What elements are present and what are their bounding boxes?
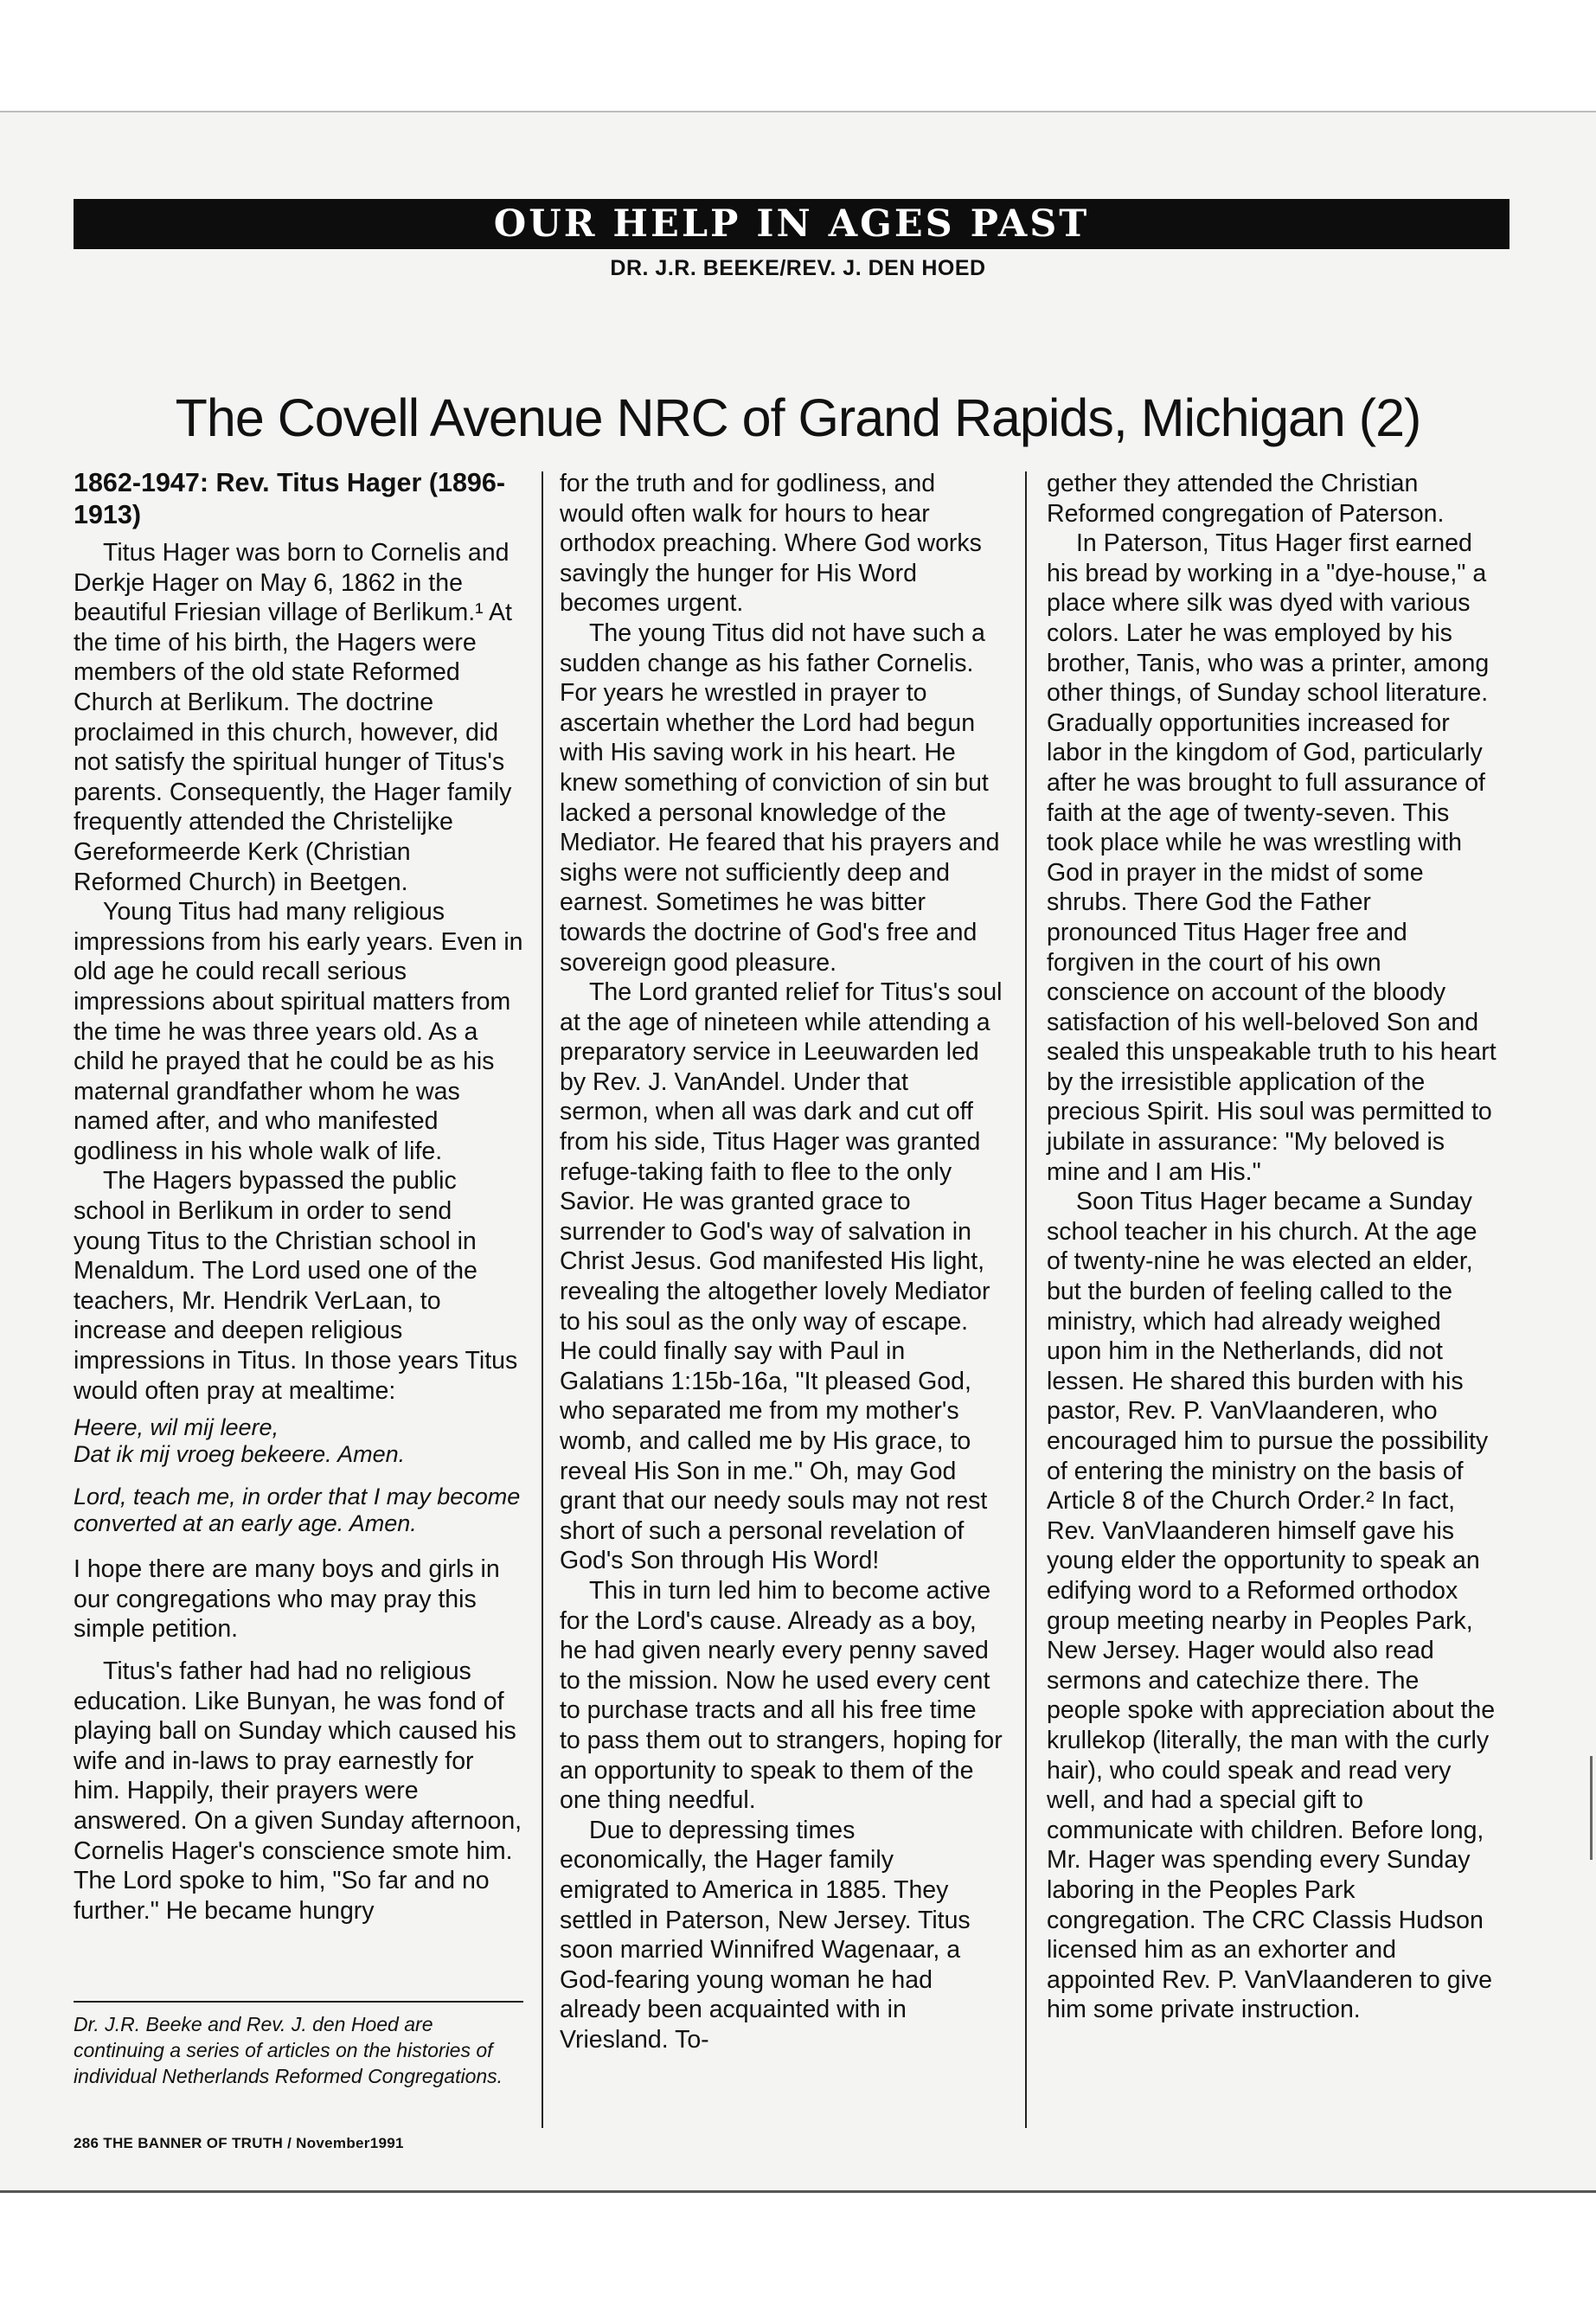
author-note: Dr. J.R. Beeke and Rev. J. den Hoed are continuing a series of articles on the histories of individual Netherlands Reformed Congregations. bbox=[74, 2013, 503, 2087]
scan-edge-mark bbox=[1590, 1756, 1593, 1860]
paragraph: The young Titus did not have such a sudden change as his father Cornelis. For years he wrestled in prayer to ascertain whether the Lord had begun with His saving work in his heart. He knew something of conviction of sin but lacked a personal knowledge of the Mediator. He feared that his prayers and sighs were not sufficiently deep and earnest. Sometimes he was bitter towards the doctrine of God's free and sovereign good pleasure. bbox=[560, 619, 1000, 977]
column-banner: OUR HELP IN AGES PAST bbox=[74, 199, 1509, 249]
paragraph: gether they attended the Christian Reformed congregation of Paterson. bbox=[1047, 470, 1445, 528]
poem-line: Lord, teach me, in order that I may become converted at an early age. Amen. bbox=[74, 1484, 521, 1537]
paragraph: Young Titus had many religious impressions from his early years. Even in old age he could recall serious impressions about spiritual matters from the time he was three years old. As a child he prayed that he could be as his maternal grandfather whom he was named after, and who manifested godliness in his whole walk of life. bbox=[74, 898, 523, 1165]
column-divider bbox=[1025, 471, 1027, 2128]
paragraph: Titus Hager was born to Cornelis and Derkje Hager on May 6, 1862 in the beautiful Friesian village of Berlikum.¹ At the time of his birth, the Hagers were members of the old state Reformed Church at Berlikum. The doctrine proclaimed in this church, however, did not satisfy the spiritual hunger of Titus's parents. Consequently, the Hager family frequently attended the Christelijke Gereformeerde Kerk (Christian Reformed Church) in Beetgen. bbox=[74, 539, 512, 896]
paragraph: This in turn led him to become active for the Lord's cause. Already as a boy, he had given nearly every penny saved to the mission. Now he used every cent to purchase tracts and all his free time to pass them out to strangers, hoping for an opportunity to speak to them of the one thing needful. bbox=[560, 1576, 1003, 1815]
column-divider bbox=[542, 471, 543, 2128]
paragraph: I hope there are many boys and girls in our congregations who may pray this simple petition. bbox=[74, 1555, 500, 1644]
paragraph: Due to depressing times economically, the Hager family emigrated to America in 1885. They settled in Paterson, New Jersey. Titus soon married Winnifred Wagenaar, a God-fearing young woman he had already been acquainted with in Vriesland. To- bbox=[560, 1816, 971, 2054]
page-footer: 286 THE BANNER OF TRUTH / November1991 bbox=[74, 2135, 404, 2151]
author-byline: DR. J.R. BEEKE/REV. J. DEN HOED bbox=[610, 256, 986, 280]
poem-line: Heere, wil mij leere, bbox=[74, 1414, 279, 1441]
article-title: The Covell Avenue NRC of Grand Rapids, Michigan (2) bbox=[175, 388, 1421, 447]
article-column-3 bbox=[1047, 469, 1497, 2025]
paragraph: In Paterson, Titus Hager first earned his bread by working in a "dye-house," a place where silk was dyed with various colors. Later he was employed by his brother, Tanis, who was a printer, among other things, of Sunday school literature. Gradually opportunities increased for labor in the kingdom of God, particularly after he was brought to full assurance of faith at the age of twenty-seven. This took place while he was wrestling with God in prayer in the midst of some shrubs. There God the Father pronounced Titus Hager free and forgiven in the court of his own conscience on account of the bloody satisfaction of his well-beloved Son and sealed this unspeakable truth to his heart by the irresistible application of the precious Spirit. His soul was permitted to jubilate in assurance: "My beloved is mine and I am His." bbox=[1047, 529, 1497, 1186]
prayer-dutch bbox=[74, 1414, 523, 1468]
paragraph: Soon Titus Hager became a Sunday school teacher in his church. At the age of twenty-nine he was elected an elder, but the burden of feeling called to the ministry, which had already weighed upon him in the Netherlands, did not lessen. He shared this burden with his pastor, Rev. P. VanVlaanderen, who encouraged him to pursue the possibility of entering the ministry on the basis of Article 8 of the Church Order.² In fact, Rev. VanVlaanderen himself gave his young elder the opportunity to speak an edifying word to a Reformed orthodox group meeting nearby in Peoples Park, New Jersey. Hager would also read sermons and catechize there. The people spoke with appreciation about the krullekop (literally, the man with the curly hair), who could speak and read very well, and had a special gift to communicate with children. Before long, Mr. Hager was spending every Sunday laboring in the Peoples Park congregation. The CRC Classis Hudson licensed him as an exhorter and appointed Rev. P. VanVlaanderen to give him some private instruction. bbox=[1047, 1188, 1496, 2024]
paragraph: Titus's father had had no religious education. Like Bunyan, he was fond of playing ball on Sunday which caused his wife and in-laws to pray earnestly for him. Happily, their prayers were answered. On a given Sunday afternoon, Cornelis Hager's conscience smote him. The Lord spoke to him, "So far and no further." He became hungry bbox=[74, 1657, 522, 1925]
prayer-english bbox=[74, 1484, 523, 1537]
article-column-2 bbox=[560, 469, 1003, 2054]
poem-line: Dat ik mij vroeg bekeere. Amen. bbox=[74, 1441, 406, 1468]
article-column-1 bbox=[74, 467, 523, 1926]
section-subheading: 1862-1947: Rev. Titus Hager (1896-1913) bbox=[74, 468, 505, 529]
footnote-rule bbox=[74, 2001, 523, 2003]
paragraph: for the truth and for godliness, and would often walk for hours to hear orthodox preaching. Where God works savingly the hunger for His Word becomes urgent. bbox=[560, 470, 982, 618]
paragraph: The Hagers bypassed the public school in Berlikum in order to send young Titus to the Christian school in Menaldum. The Lord used one of the teachers, Mr. Hendrik VerLaan, to increase and deepen religious impressions in Titus. In those years Titus would often pray at mealtime: bbox=[74, 1167, 518, 1405]
paragraph: The Lord granted relief for Titus's soul at the age of nineteen while attending a preparatory service in Leeuwarden led by Rev. J. VanAndel. Under that sermon, when all was dark and cut off from his side, Titus Hager was granted refuge-taking faith to flee to the only Savior. He was granted grace to surrender to God's way of salvation in Christ Jesus. God manifested His light, revealing the altogether lovely Mediator to his soul as the only way of escape. He could finally say with Paul in Galatians 1:15b-16a, "It pleased God, who separated me from my mother's womb, and called me by His grace, to reveal His Son in me." Oh, may God grant that our needy souls may not rest short of such a personal revelation of God's Son through His Word! bbox=[560, 978, 1003, 1575]
